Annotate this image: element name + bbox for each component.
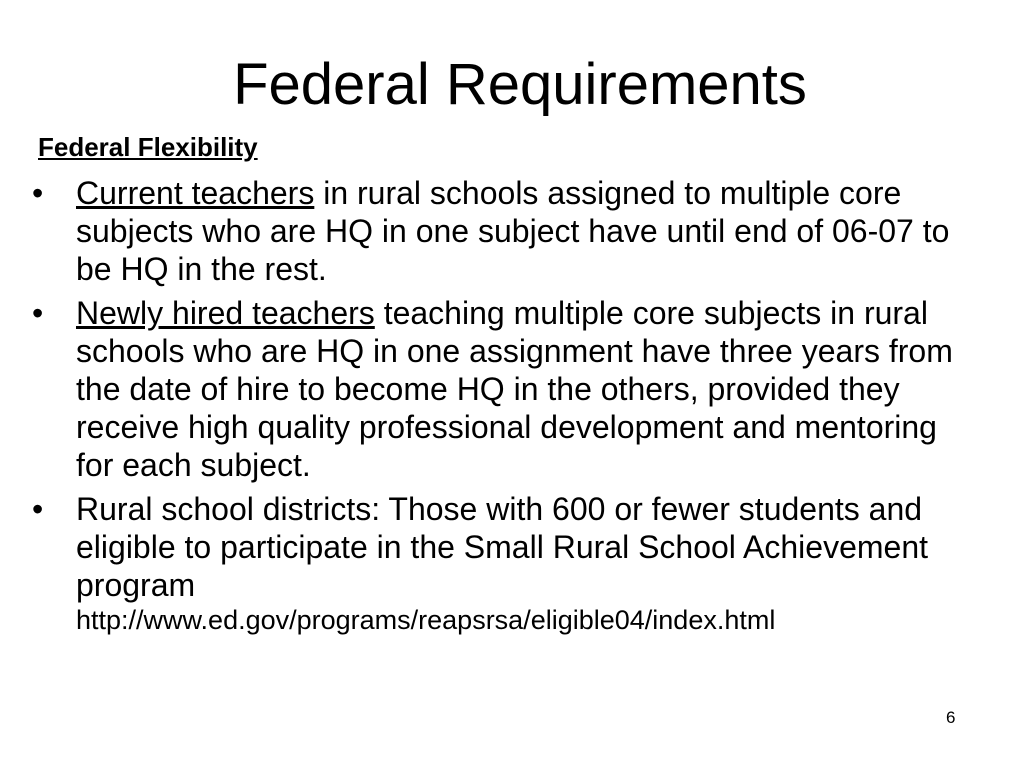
bullet-text: in rural schools assigned to multiple core subjects who are HQ in one subject have until end of 06-07 to be HQ in the rest. xyxy=(76,175,950,287)
bullet-text: teaching multiple core subjects in rural schools who are HQ in one assignment have three years from the date of hire to become HQ in the others, provided they receive high quality professional development and mentoring for each subject. xyxy=(76,295,953,483)
bullet-item-rural-school-districts xyxy=(28,490,978,636)
program-url-link[interactable]: http://www.ed.gov/programs/reapsrsa/eligible04/index.html xyxy=(76,605,776,635)
page-number: 6 xyxy=(946,708,956,727)
bullet-item-current-teachers xyxy=(28,174,978,288)
bullet-list xyxy=(28,174,978,642)
bullet-dot: • xyxy=(32,491,44,527)
bullet-underlined-text: Newly hired teachers xyxy=(76,295,375,331)
slide-subtitle: Federal Flexibility xyxy=(38,132,258,162)
slide-title: Federal Requirements xyxy=(233,52,807,117)
bullet-dot: • xyxy=(32,175,44,211)
bullet-item-newly-hired-teachers xyxy=(28,294,978,484)
bullet-text: Rural school districts: Those with 600 or fewer students and eligible to participate in the Small Rural School Achievement program xyxy=(76,491,929,603)
bullet-dot: • xyxy=(32,295,44,331)
bullet-underlined-text: Current teachers xyxy=(76,175,315,211)
